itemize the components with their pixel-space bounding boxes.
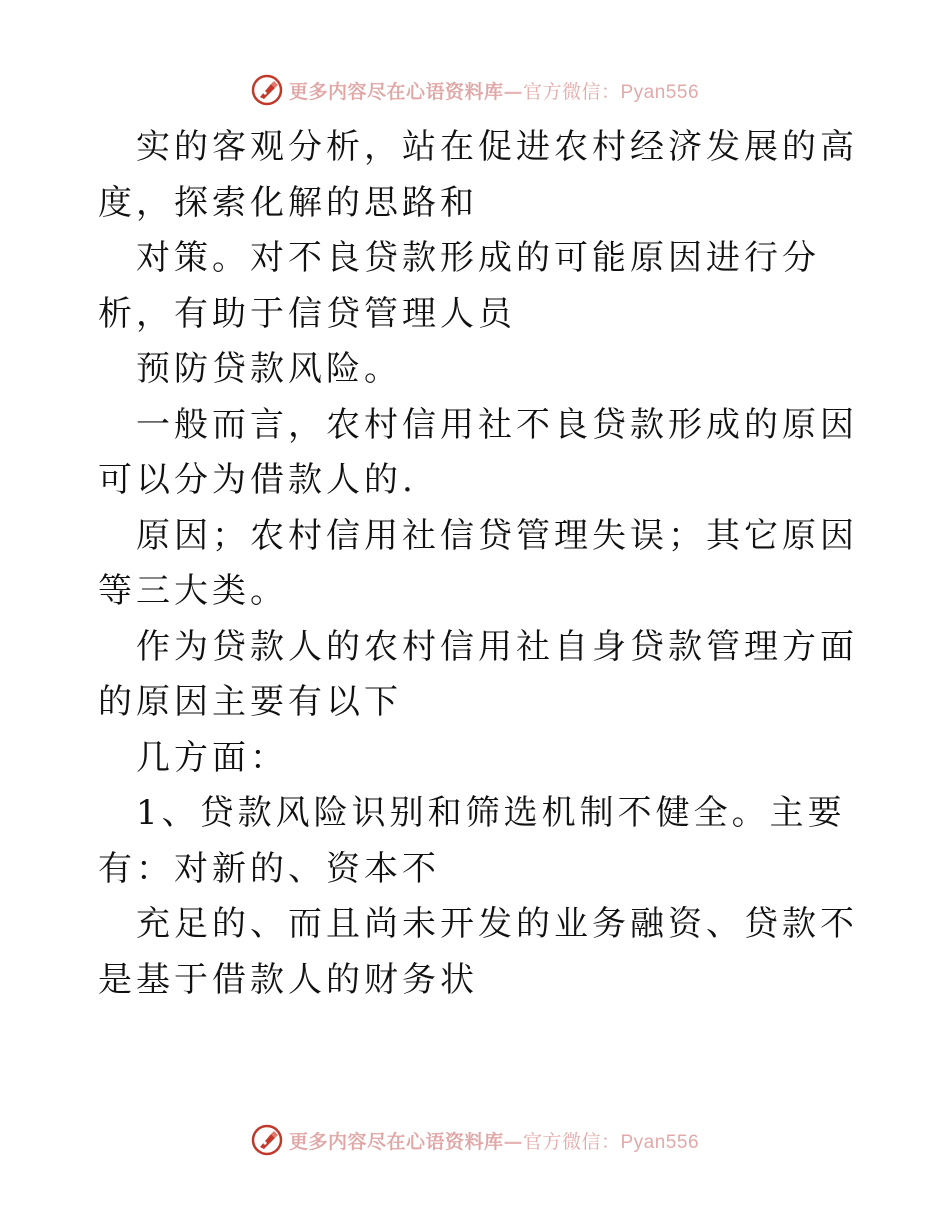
paragraph: 几方面： <box>136 737 288 778</box>
pen-nib-logo-icon <box>251 1124 283 1156</box>
paragraph: 一般而言，农村信用社不良贷款形成的原因可以分为借款人的. <box>98 404 858 500</box>
footer-banner-text <box>289 1127 699 1154</box>
paragraph: 对策。对不良贷款形成的可能原因进行分析，有助于信贷管理人员 <box>98 238 820 334</box>
paragraph: 预防贷款风险。 <box>136 349 402 389</box>
footer-banner <box>0 1120 950 1160</box>
footer-site-text: 更多内容尽在心语资料库 <box>288 1130 504 1153</box>
paragraph: 实的客观分析，站在促进农村经济发展的高度，探索化解的思路和 <box>98 127 858 223</box>
pen-nib-logo-icon <box>251 74 283 106</box>
header-wechat-text: 官方微信：Pyan556 <box>523 81 700 103</box>
footer-wechat-text: 官方微信：Pyan556 <box>523 1131 700 1153</box>
paragraph: 1、贷款风险识别和筛选机制不健全。主要有：对新的、资本不 <box>98 793 846 889</box>
header-banner <box>0 70 950 110</box>
footer-banner-inner <box>251 1124 699 1156</box>
paragraph: 作为贷款人的农村信用社自身贷款管理方面的原因主要有以下 <box>98 626 858 722</box>
document-body <box>98 120 858 1008</box>
header-banner-text <box>289 77 699 104</box>
paragraph: 充足的、而且尚未开发的业务融资、贷款不是基于借款人的财务状 <box>98 904 858 1000</box>
header-banner-inner <box>251 74 699 106</box>
header-separator: — <box>503 80 523 103</box>
header-site-text: 更多内容尽在心语资料库 <box>288 80 504 103</box>
paragraph: 原因；农村信用社信贷管理失误；其它原因等三大类。 <box>98 515 858 611</box>
footer-separator: — <box>503 1130 523 1153</box>
